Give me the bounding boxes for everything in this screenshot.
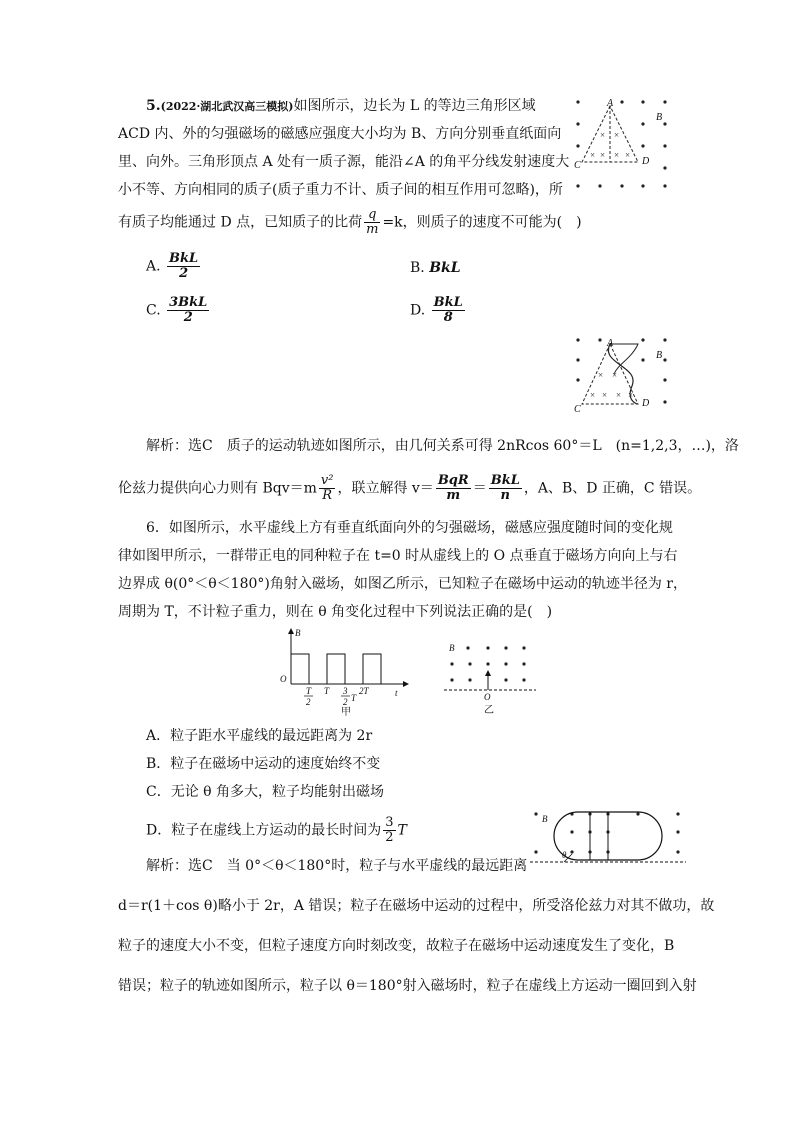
svg-text:×: × <box>590 390 596 400</box>
q5-line2: ACD 内、外的匀强磁场的磁感应强度大小均为 B、方向分别垂直纸面向 <box>118 126 562 142</box>
q6-option-b: B．粒子在磁场中运动的速度始终不变 <box>146 756 381 772</box>
q5-triangle-figure <box>570 96 685 194</box>
svg-text:A: A <box>607 98 614 109</box>
q-over-m-fraction: $\frac{q}{m}$ <box>366 207 379 237</box>
q5-line3: 里、向外。三角形顶点 A 处有一质子源，能沿∠A 的角平分线发射速度大 <box>118 154 570 170</box>
svg-text:T: T <box>351 693 357 703</box>
q6-option-c: C．无论 θ 角多大，粒子均能射出磁场 <box>146 784 385 800</box>
q5-line1: 5.(2022·湖北武汉高三模拟)如图所示，边长为 L 的等边三角形区域 <box>146 98 536 114</box>
svg-text:×: × <box>614 150 620 160</box>
svg-text:×: × <box>590 150 596 160</box>
q5-number: 5. <box>146 98 161 114</box>
svg-text:T: T <box>324 686 330 696</box>
svg-text:B: B <box>656 350 663 361</box>
q5-option-a: A. $\frac{\text{BkL}}{2}$ <box>146 251 199 281</box>
q6-solution-line4: 错误；粒子的轨迹如图所示，粒子以 θ＝180°射入磁场时，粒子在虚线上方运动一圈回到入射 <box>118 978 697 994</box>
svg-text:D: D <box>642 156 650 167</box>
svg-text:θ: θ <box>562 850 567 860</box>
svg-text:甲: 甲 <box>341 707 351 716</box>
svg-text:×: × <box>600 130 606 140</box>
svg-text:C: C <box>574 404 581 414</box>
q6-solution-line3: 粒子的速度大小不变，但粒子速度方向时刻改变，故粒子在磁场中运动速度发生了变化，B <box>118 938 675 954</box>
q5-source: (2022·湖北武汉高三模拟) <box>160 100 294 113</box>
q6-solution-line2: d＝r(1＋cos θ)略小于 2r，A 错误；粒子在磁场中运动的过程中，所受洛伦兹力对其不做功，故 <box>118 898 715 914</box>
svg-text:B: B <box>542 814 548 824</box>
fig-jia-bt-graph <box>275 626 415 716</box>
q6-line3: 边界成 θ(0°＜θ＜180°)角射入磁场，如图乙所示，已知粒子在磁场中运动的轨迹半径为 r， <box>118 576 688 592</box>
q5-solution-line2: 伦兹力提供向心力则有 Bqv＝m $\frac{\text{v²}}{R}$ ，联立解得 v＝ $\frac{\text{BqR}}{m}$ ＝ $\frac{\text{BkL}}{n}$ ，A、B、D 正确，C 错误。 <box>118 473 702 503</box>
q5-option-b: B. BkL <box>410 260 461 276</box>
q6-line1: 6．如图所示，水平虚线上方有垂直纸面向外的匀强磁场，磁感应强度随时间的变化规 <box>146 520 673 536</box>
q6-solution-line1: 解析：选C 当 0°＜θ＜180°时，粒子与水平虚线的最远距离 <box>146 858 528 874</box>
svg-text:×: × <box>602 390 608 400</box>
q5-trajectory-figure <box>570 334 685 414</box>
svg-text:D: D <box>642 398 650 409</box>
q6-trajectory-figure <box>528 808 688 870</box>
svg-text:2T: 2T <box>359 686 369 696</box>
svg-text:C: C <box>574 160 581 171</box>
svg-text:×: × <box>628 390 634 400</box>
q5-line5: 有质子均能通过 D 点，已知质子的比荷 $\frac{q}{m}$ =k，则质子的速度不可能为( ) <box>118 207 582 237</box>
svg-text:×: × <box>614 130 620 140</box>
q5-option-d: D. $\frac{\text{BkL}}{8}$ <box>410 295 463 325</box>
q6-line4: 周期为 T，不计粒子重力，则在 θ 角变化过程中下列说法正确的是( ) <box>118 604 553 620</box>
svg-text:A: A <box>607 338 614 349</box>
q5-option-c: C. $\frac{\text{3BkL}}{2}$ <box>146 295 208 325</box>
svg-text:B: B <box>295 628 301 638</box>
q6-option-d: D．粒子在虚线上方运动的最长时间为 $\frac{3}{2}$ T <box>146 815 407 845</box>
svg-text:2: 2 <box>306 697 311 707</box>
svg-text:B: B <box>449 643 455 653</box>
svg-text:3: 3 <box>343 686 348 696</box>
svg-text:T: T <box>306 686 312 696</box>
svg-text:×: × <box>625 150 631 160</box>
svg-text:×: × <box>598 370 604 380</box>
svg-text:×: × <box>612 370 618 380</box>
q6-option-a: A．粒子距水平虚线的最远距离为 2r <box>146 728 373 744</box>
svg-text:乙: 乙 <box>484 705 494 716</box>
svg-text:×: × <box>600 150 606 160</box>
q5-line4: 小不等、方向相同的质子(质子重力不计、质子间的相互作用可忽略)，所 <box>118 182 563 198</box>
svg-text:t: t <box>395 688 398 698</box>
q5-solution-line1: 解析：选C 质子的运动轨迹如图所示，由几何关系可得 2nRcos 60°＝L (n=1,2,3，…)，洛 <box>146 438 739 454</box>
q6-line2: 律如图甲所示，一群带正电的同种粒子在 t=0 时从虚线上的 O 点垂直于磁场方向向上与右 <box>118 548 678 564</box>
svg-text:O: O <box>280 674 287 684</box>
svg-text:B: B <box>656 112 663 123</box>
fig-yi-field <box>440 640 540 716</box>
svg-text:×: × <box>616 390 622 400</box>
svg-text:O: O <box>484 692 491 702</box>
svg-text:2: 2 <box>343 697 348 707</box>
